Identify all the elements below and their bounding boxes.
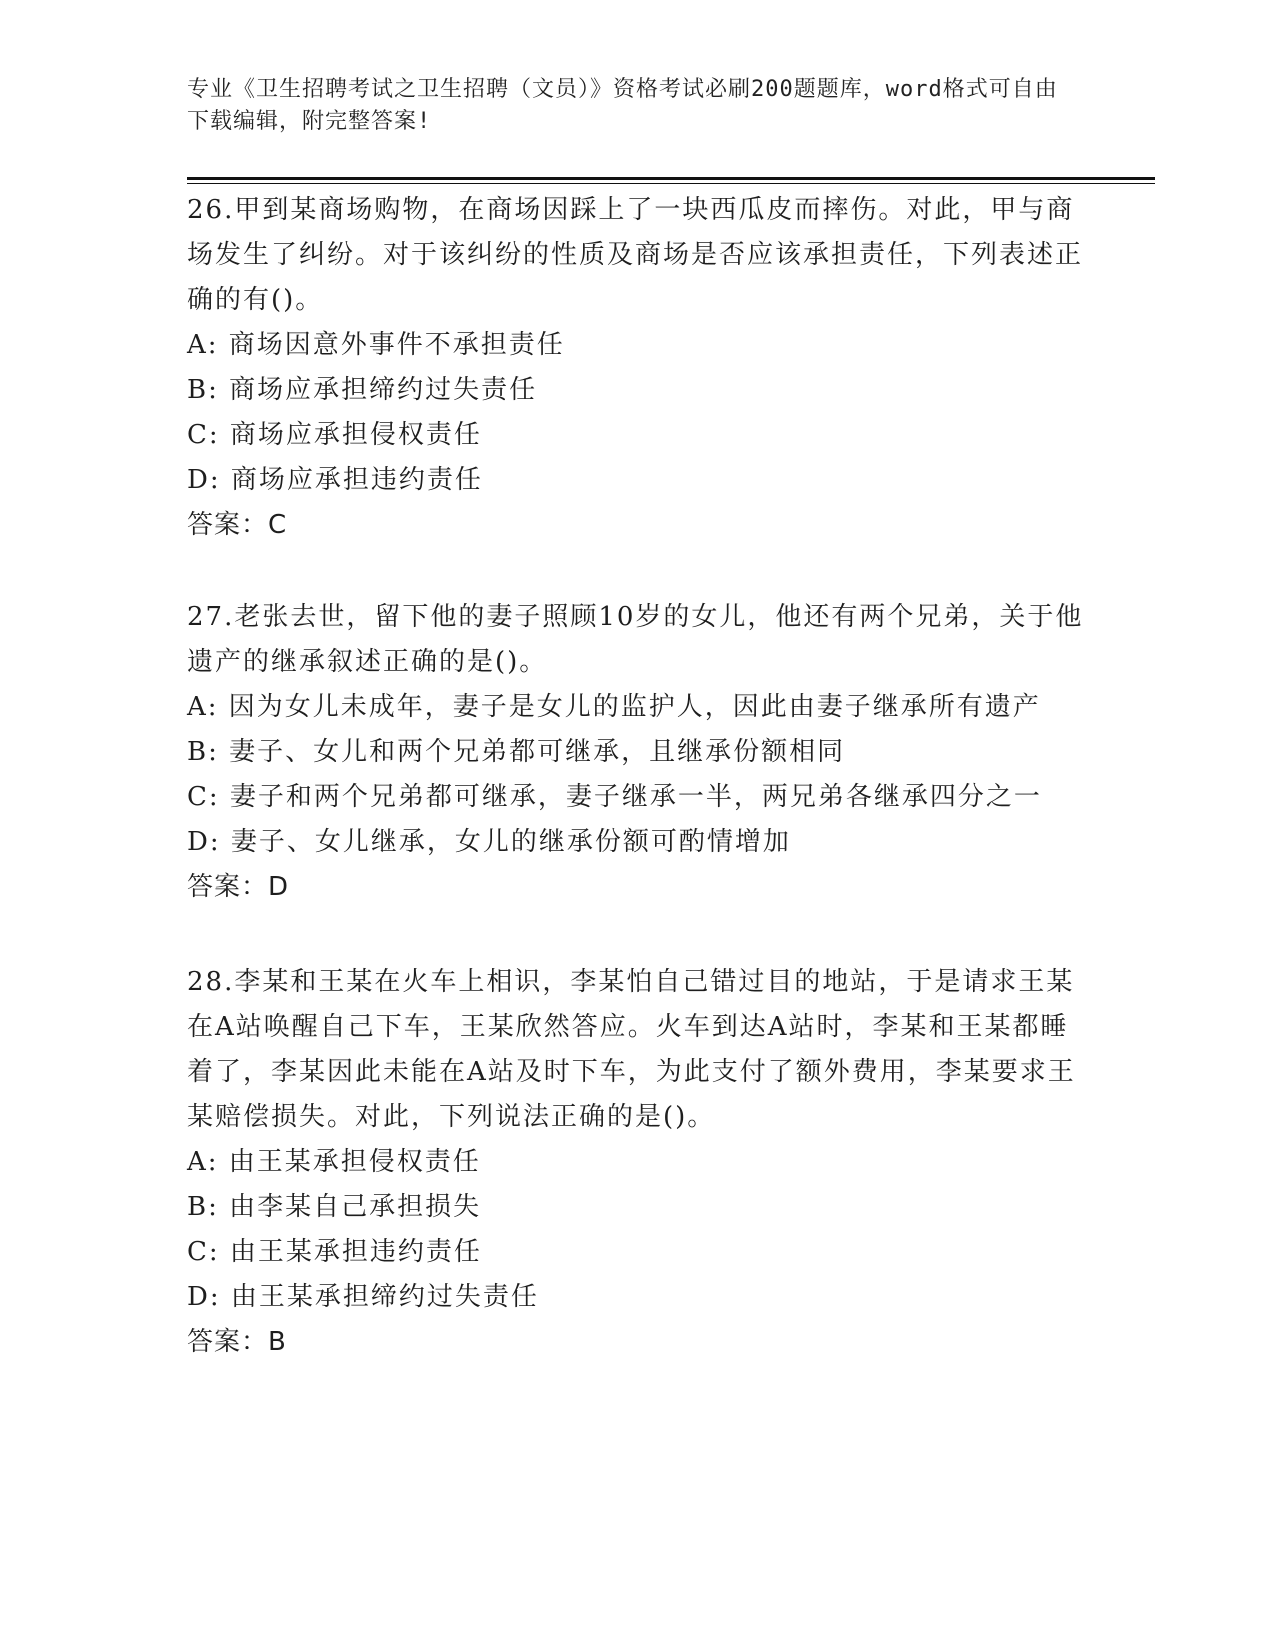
option-c: C: 商场应承担侵权责任 (187, 420, 482, 450)
option-a: A: 商场因意外事件不承担责任 (187, 330, 565, 360)
question-stem: 26.甲到某商场购物，在商场因踩上了一块西瓜皮而摔伤。对此，甲与商场发生了纠纷。对于该纠纷的性质及商场是否应该承担责任，下列表述正确的有()。 (187, 195, 1084, 315)
option-a: A: 由王某承担侵权责任 (187, 1147, 481, 1177)
option-d: D: 妻子、女儿继承，女儿的继承份额可酌情增加 (187, 827, 791, 857)
answer: 答案：D (187, 872, 290, 902)
header-divider-thick (187, 177, 1155, 180)
option-b: B: 妻子、女儿和两个兄弟都可继承，且继承份额相同 (187, 737, 846, 767)
option-d: D: 由王某承担缔约过失责任 (187, 1282, 539, 1312)
question-27 (187, 595, 1087, 910)
question-26 (187, 188, 1087, 548)
answer: 答案：C (187, 510, 288, 540)
option-c: C: 妻子和两个兄弟都可继承，妻子继承一半，两兄弟各继承四分之一 (187, 782, 1042, 812)
question-stem: 28.李某和王某在火车上相识，李某怕自己错过目的地站，于是请求王某在A站唤醒自己下车，王某欣然答应。火车到达A站时，李某和王某都睡着了，李某因此未能在A站及时下车，为此支付了额外费用，李某要求王某赔偿损失。对此，下列说法正确的是()。 (187, 967, 1076, 1132)
option-b: B: 由李某自己承担损失 (187, 1192, 482, 1222)
answer: 答案：B (187, 1327, 287, 1357)
option-b: B: 商场应承担缔约过失责任 (187, 375, 538, 405)
option-d: D: 商场应承担违约责任 (187, 465, 483, 495)
header-divider-thin (187, 183, 1155, 184)
option-a: A: 因为女儿未成年，妻子是女儿的监护人，因此由妻子继承所有遗产 (187, 692, 1041, 722)
option-c: C: 由王某承担违约责任 (187, 1237, 482, 1267)
question-28 (187, 960, 1087, 1365)
document-header: 专业《卫生招聘考试之卫生招聘（文员）》资格考试必刷200题题库，word格式可自由下载编辑，附完整答案! (187, 77, 1058, 134)
question-stem: 27.老张去世，留下他的妻子照顾10岁的女儿，他还有两个兄弟，关于他遗产的继承叙述正确的是()。 (187, 602, 1084, 677)
